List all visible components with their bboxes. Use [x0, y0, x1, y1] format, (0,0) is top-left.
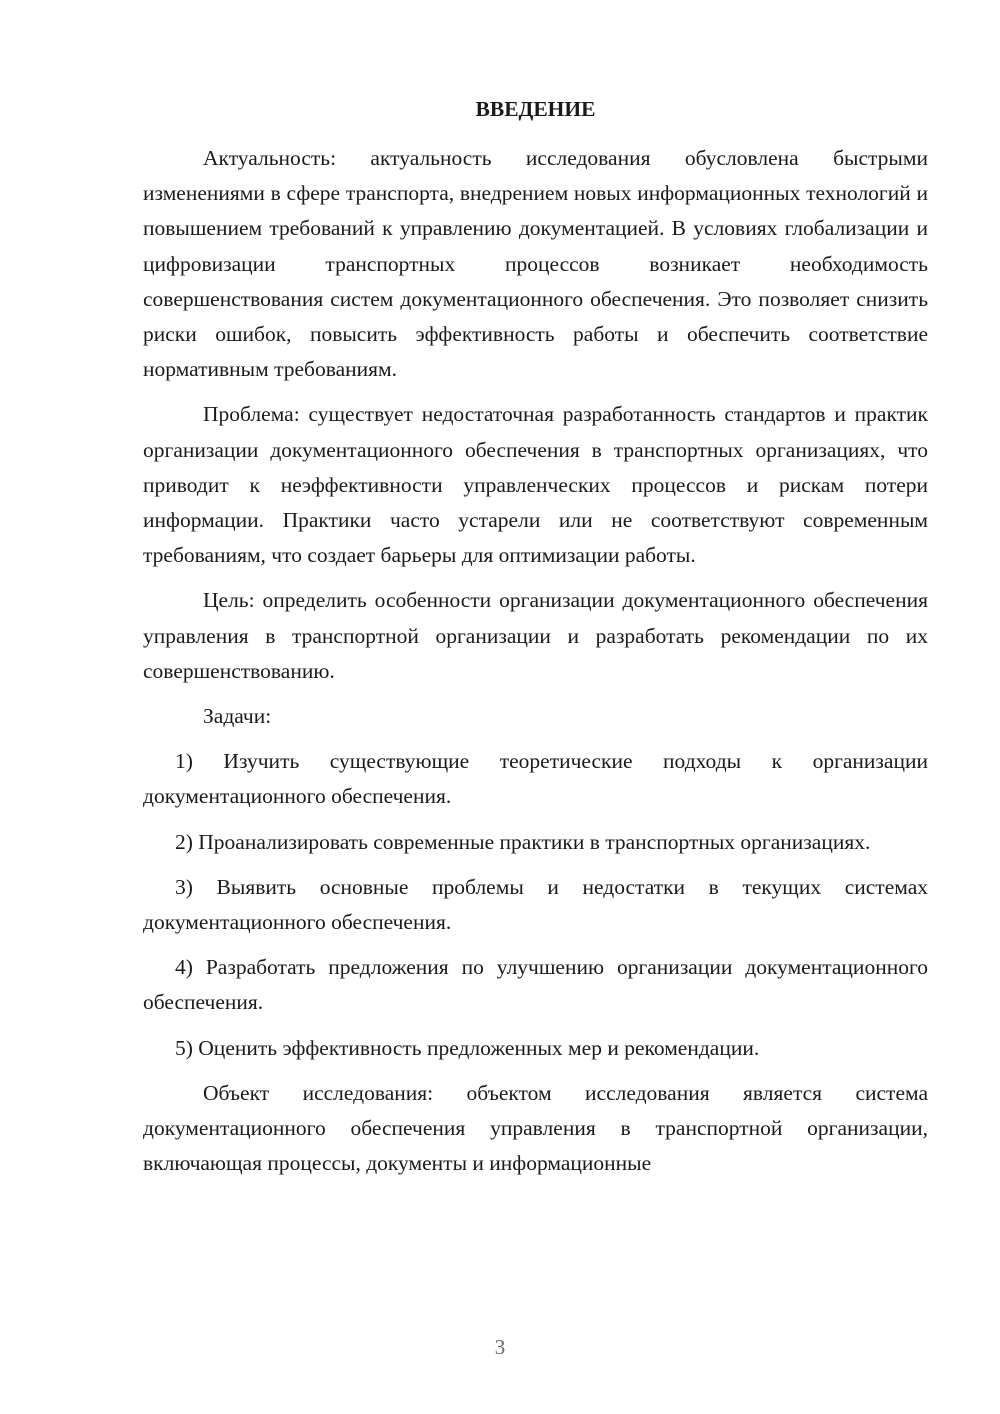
paragraph-problem: Проблема: существует недостаточная разработанность стандартов и практик организации документационного обеспечения в транспортных организациях, что приводит к неэффективности управленческих процессов и рискам потери информации. Практики часто устарели или не соответствуют современным требованиям, что создает барьеры для оптимизации работы. — [143, 402, 928, 568]
tasks-label: Задачи: — [203, 704, 272, 729]
task-item-3: 3) Выявить основные проблемы и недостатки в текущих системах документационного обеспечения. — [143, 874, 928, 935]
paragraph-object: Объект исследования: объектом исследования является система документационного обеспечения управления в транспортной организации, включающая процессы, документы и информационные — [143, 1080, 928, 1176]
paragraph-relevance: Актуальность: актуальность исследования обусловлена быстрыми изменениями в сфере транспорта, внедрением новых информационных технологий и повышением требований к управлению документацией. В условиях глобализации и цифровизации транспортных процессов возникает необходимость совершенствования систем документационного обеспечения. Это позволяет снизить риски ошибок, повысить эффективность работы и обеспечить соответствие нормативным требованиям. — [143, 146, 928, 382]
task-item-1: 1) Изучить существующие теоретические подходы к организации документационного обеспечения. — [143, 749, 928, 809]
page-number: 3 — [494, 1335, 506, 1359]
task-item-5: 5) Оценить эффективность предложенных мер и рекомендации. — [175, 1035, 760, 1060]
document-body — [143, 141, 928, 1181]
page-title: ВВЕДЕНИЕ — [475, 97, 596, 121]
task-item-4: 4) Разработать предложения по улучшению организации документационного обеспечения. — [143, 955, 928, 1015]
task-item-2: 2) Проанализировать современные практики в транспортных организациях. — [175, 829, 871, 854]
paragraph-goal: Цель: определить особенности организации документационного обеспечения управления в транспортной организации и разработать рекомендации по их совершенствованию. — [143, 588, 928, 683]
